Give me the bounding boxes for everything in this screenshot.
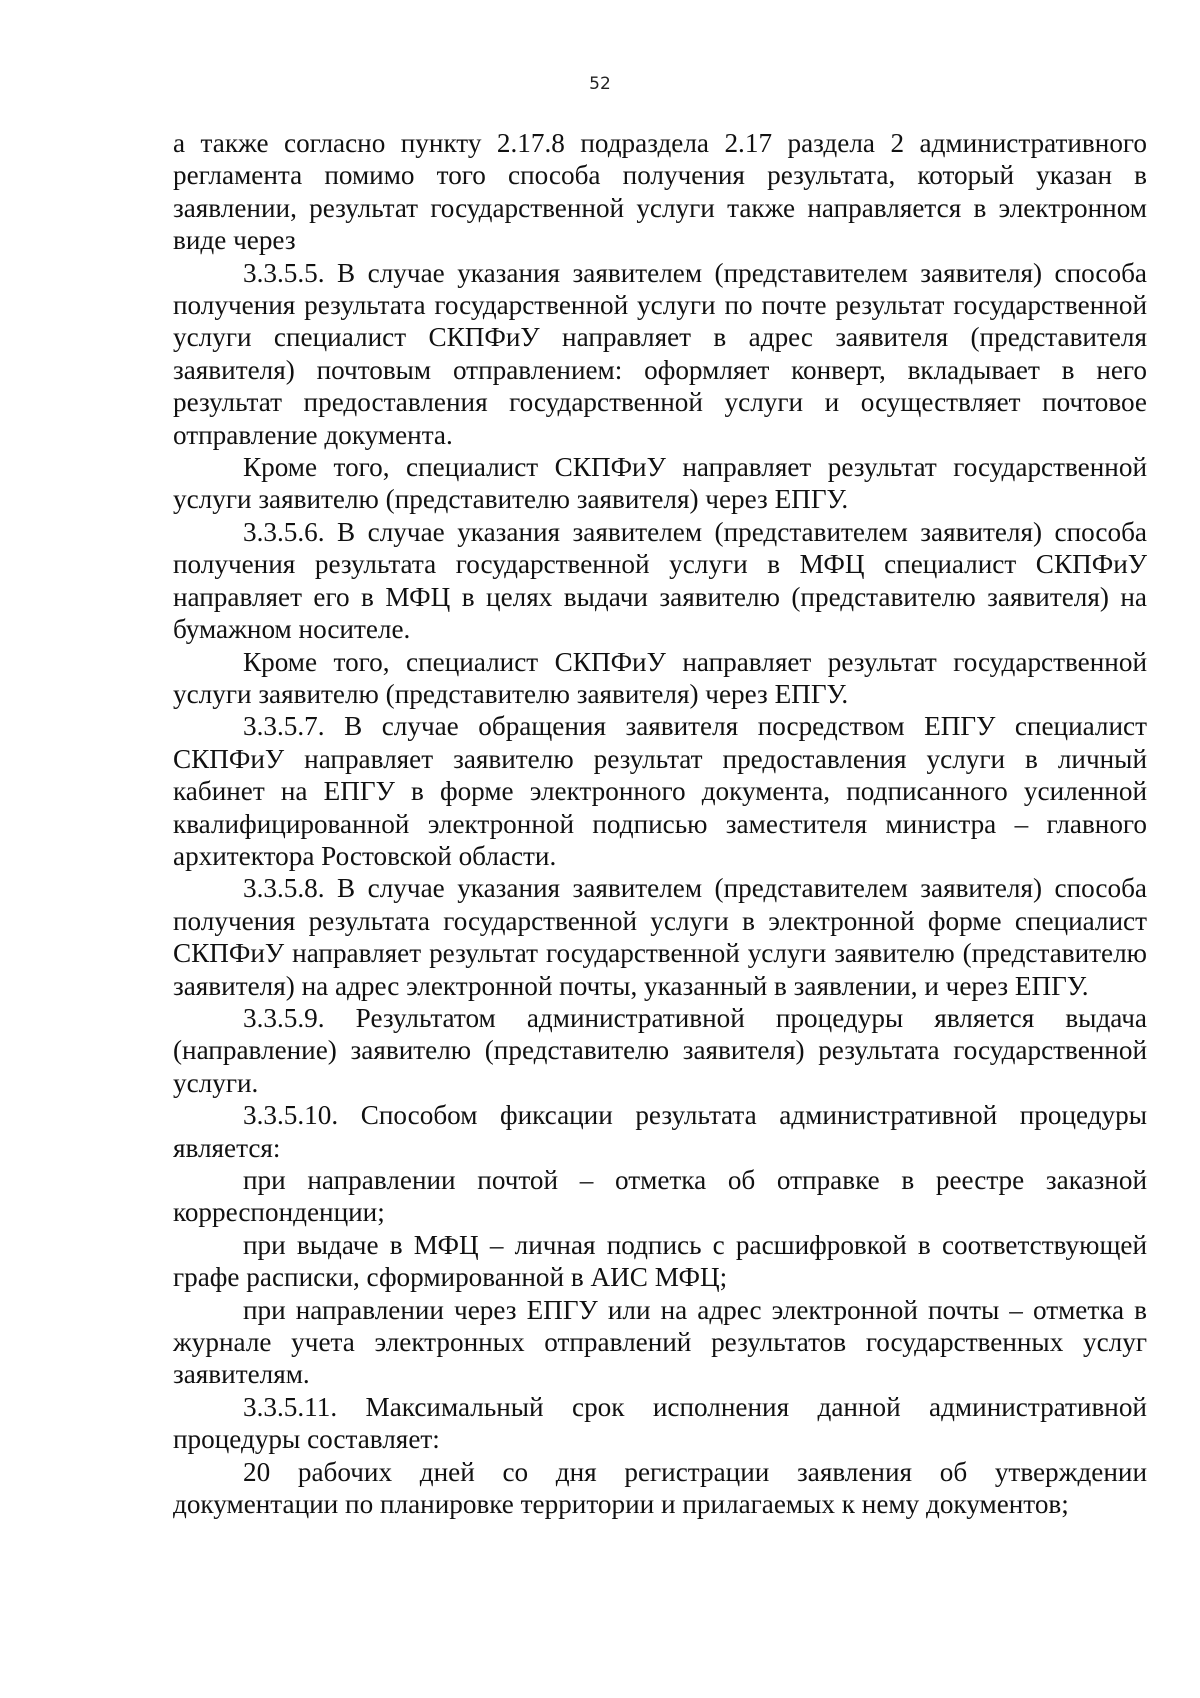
paragraph: 3.3.5.11. Максимальный срок исполнения данной административной процедуры составляет: <box>173 1391 1147 1455</box>
paragraph: 3.3.5.9. Результатом административной процедуры является выдача (направление) заявителю (представителю заявителя) результата государственной услуги. <box>173 1002 1147 1098</box>
page-number: 52 <box>589 74 611 94</box>
paragraph: Кроме того, специалист СКПФиУ направляет результат государственной услуги заявителю (представителю заявителя) через ЕПГУ. <box>173 452 1147 515</box>
paragraph: 3.3.5.10. Способом фиксации результата административной процедуры является: <box>173 1100 1147 1163</box>
document-body <box>173 127 1147 1520</box>
paragraph: при направлении через ЕПГУ или на адрес электронной почты – отметка в журнале учета электронных отправлений результатов государственных услуг заявителям. <box>173 1294 1147 1390</box>
paragraph: при направлении почтой – отметка об отправке в реестре заказной корреспонденции; <box>173 1165 1147 1228</box>
paragraph: Кроме того, специалист СКПФиУ направляет результат государственной услуги заявителю (представителю заявителя) через ЕПГУ. <box>173 646 1147 709</box>
paragraph: 20 рабочих дней со дня регистрации заявления об утверждении документации по планировке территории и прилагаемых к нему документов; <box>173 1456 1147 1520</box>
paragraph: а также согласно пункту 2.17.8 подраздела 2.17 раздела 2 административного регламента помимо того способа получения результата, который указан в заявлении, результат государственной услуги также направляется в электронном виде через <box>173 128 1147 256</box>
paragraph: при выдаче в МФЦ – личная подпись с расшифровкой в соответствующей графе расписки, сформированной в АИС МФЦ; <box>173 1229 1147 1293</box>
paragraph: 3.3.5.5. В случае указания заявителем (представителем заявителя) способа получения результата государственной услуги по почте результат государственной услуги специалист СКПФиУ направляет в адрес заявителя (представителя заявителя) почтовым отправлением: оформляет конверт, вкладывает в него результат предоставления государственной услуги и осуществляет почтовое отправление документа. <box>173 257 1147 450</box>
paragraph: 3.3.5.8. В случае указания заявителем (представителем заявителя) способа получения результата государственной услуги в электронной форме специалист СКПФиУ направляет результат государственной услуги заявителю (представителю заявителя) на адрес электронной почты, указанный в заявлении, и через ЕПГУ. <box>173 873 1147 1001</box>
paragraph: 3.3.5.6. В случае указания заявителем (представителем заявителя) способа получения результата государственной услуги в МФЦ специалист СКПФиУ направляет его в МФЦ в целях выдачи заявителю (представителю заявителя) на бумажном носителе. <box>173 516 1147 645</box>
paragraph: 3.3.5.7. В случае обращения заявителя посредством ЕПГУ специалист СКПФиУ направляет заявителю результат предоставления услуги в личный кабинет на ЕПГУ в форме электронного документа, подписанного усиленной квалифицированной электронной подписью заместителя министра – главного архитектора Ростовской области. <box>173 711 1147 871</box>
